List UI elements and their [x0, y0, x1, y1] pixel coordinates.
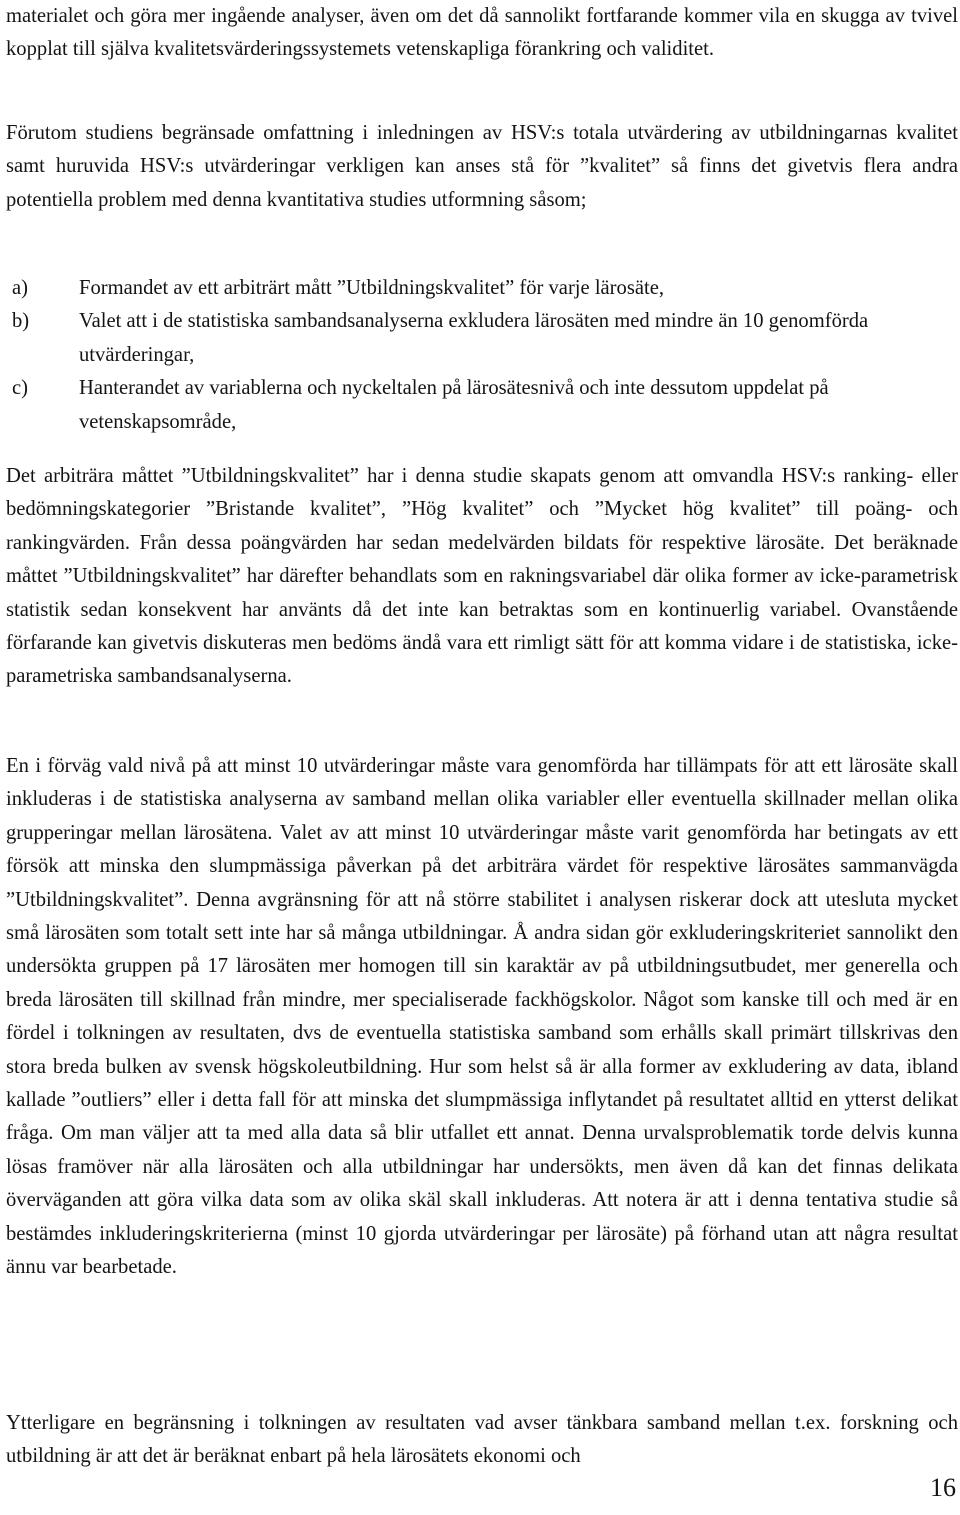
list-item-text: Formandet av ett arbiträrt mått ”Utbildningskvalitet” för varje lärosäte, — [79, 277, 665, 299]
paragraph-inclusion-level: En i förväg vald nivå på att minst 10 utvärderingar måste vara genomförda har tillämpats för att ett lärosäte skall inkluderas i de statistiska analyserna av samband mellan olika variabler eller eventuella skillnader mellan olika grupperingar mellan lärosätena. Valet av att minst 10 utvärderingar måste varit genomförda har betingats av ett försök att minska den slumpmässiga påverkan på det arbiträra värdet för respektive lärosätes sammanvägda ”Utbildningskvalitet”. Denna avgränsning för att nå större stabilitet i analysen riskerar dock att utesluta mycket små lärosäten som totalt sett inte har så många utbildningar. Å andra sidan gör exkluderingskriteriet sannolikt den undersökta gruppen på 17 lärosäten mer homogen till sin karaktär av på utbildningsutbudet, mer generella och breda lärosäten till skillnad från mindre, mer specialiserade fackhögskolor. Något som kanske till och med är en fördel i tolkningen av resultaten, dvs de eventuella statistiska samband som erhålls skall primärt tillskrivas den stora breda bulken av svensk högskoleutbildning. Hur som helst så är alla former av exkludering av data, ibland kallade ”outliers” eller i detta fall för att minska det slumpmässiga inflytandet på resultatet alltid en ytterst delikat fråga. Om man väljer att ta med alla data så blir utfallet ett annat. Denna urvalsproblematik torde delvis kunna lösas framöver när alla lärosäten och alla utbildningar har undersökts, men även då kan det finnas delikata överväganden att göra vilka data som av olika skäl skall inkluderas. Att notera är att i denna tentativa studie så bestämdes inkluderingskriterierna (minst 10 gjorda utvärderingar per lärosäte) på förhand utan att några resultat ännu var bearbetade. — [6, 755, 958, 1279]
paragraph-further-limitation: Ytterligare en begränsning i tolkningen av resultaten vad avser tänkbara samband mellan t.ex. forskning och utbildning är att det är beräknat enbart på hela lärosätets ekonomi och — [6, 1412, 958, 1468]
page-number: 16 — [930, 1473, 956, 1502]
list-item-text: Valet att i de statistiska sambandsanalyserna exkludera lärosäten med mindre än 10 genomförda utvärderingar, — [79, 310, 869, 366]
list-item — [6, 305, 958, 372]
list-item-label: a) — [12, 277, 28, 299]
problem-list — [6, 272, 958, 439]
list-item-label: c) — [12, 377, 28, 400]
list-item — [6, 372, 958, 439]
list-item-label: b) — [12, 310, 30, 333]
paragraph-study-limitations: Förutom studiens begränsade omfattning i inledningen av HSV:s totala utvärdering av utbildningarnas kvalitet samt huruvida HSV:s utvärderingar verkligen kan anses stå för ”kvalitet” så finns det givetvis flera andra potentiella problem med denna kvantitativa studies utformning såsom; — [6, 122, 958, 211]
list-item-text: Hanterandet av variablerna och nyckeltalen på lärosätesnivå och inte dessutom uppdelat på vetenskapsområde, — [79, 377, 829, 433]
paragraph-quality-measure: Det arbiträra måttet ”Utbildningskvalitet” har i denna studie skapats genom att omvandla HSV:s ranking- eller bedömningskategorier ”Bristande kvalitet”, ”Hög kvalitet” och ”Mycket hög kvalitet” till poäng- och rankingvärden. Från dessa poängvärden har sedan medelvärden bildats för respektive lärosäte. Det beräknade måttet ”Utbildningskvalitet” har därefter behandlats som en rakningsvariabel där olika former av icke-parametrisk statistik sedan konsekvent har använts då det inte kan betraktas som en kontinuerlig variabel. Ovanstående förfarande kan givetvis diskuteras men bedöms ändå vara ett rimligt sätt för att komma vidare i de statistiska, icke-parametriska sambandsanalyserna. — [6, 465, 958, 688]
list-item — [6, 272, 958, 305]
intro-fragment-paragraph: materialet och göra mer ingående analyser, även om det då sannolikt fortfarande kommer vila en skugga av tvivel kopplat till själva kvalitetsvärderingssystemets vetenskapliga förankring och validitet. — [6, 5, 958, 61]
